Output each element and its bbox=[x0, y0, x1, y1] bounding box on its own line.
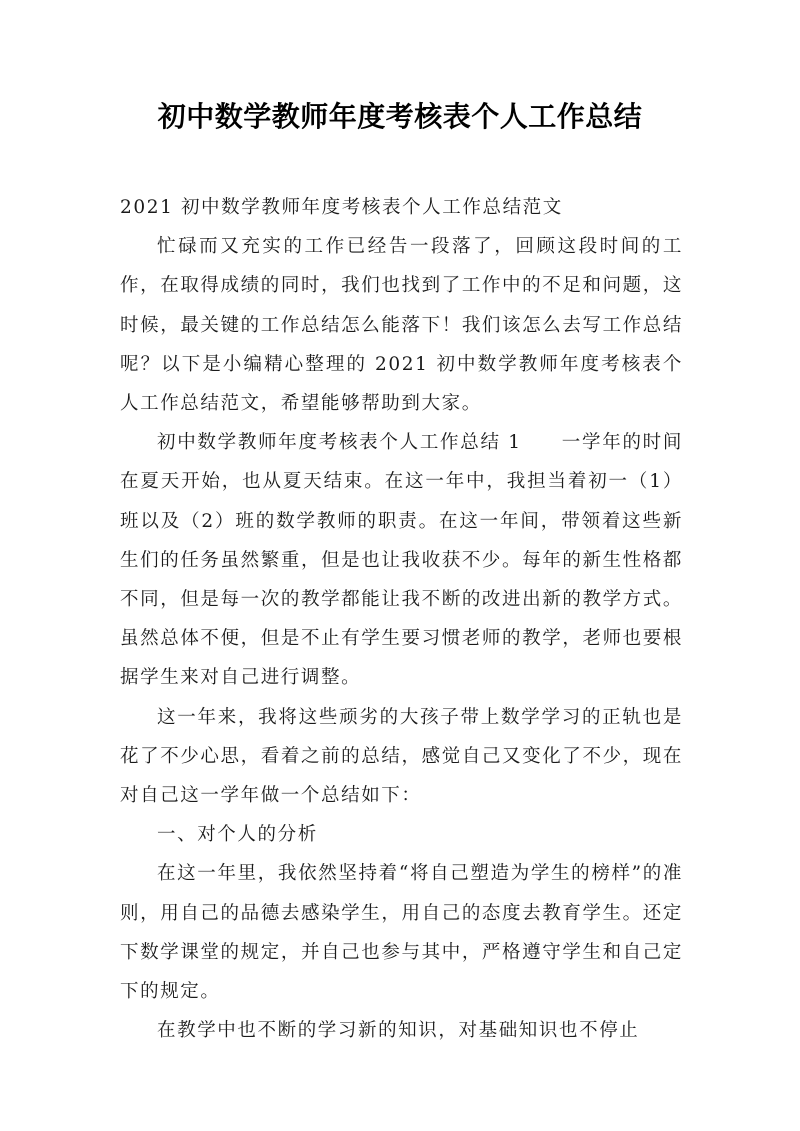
section-heading-personal-analysis: 一、对个人的分析 bbox=[157, 824, 318, 846]
section-heading-1: 初中数学教师年度考核表个人工作总结 1 bbox=[157, 432, 522, 454]
document-title: 初中数学教师年度考核表个人工作总结 bbox=[157, 100, 643, 133]
paragraph-school-year: 一学年的时间在夏天开始，也从夏天结束。在这一年中，我担当着初一（1）班以及（2）班的数学教师的职责。在这一年间，带领着这些新生们的任务虽然繁重，但是也让我收获不少。每年的新生性格都不同，但是每一次的教学都能让我不断的改进出新的教学方式。虽然总体不便，但是不止有学生要习惯老师的教学，老师也要根据学生来对自己进行调整。 bbox=[120, 432, 683, 689]
paragraph-this-year: 这一年来，我将这些顽劣的大孩子带上数学学习的正轨也是花了不少心思，看着之前的总结，感觉自己又变化了不少，现在对自己这一学年做一个总结如下： bbox=[120, 706, 683, 807]
paragraph-learning: 在教学中也不断的学习新的知识，对基础知识也不停止 bbox=[157, 1020, 640, 1042]
document-body bbox=[120, 188, 683, 1050]
document-subtitle: 2021 初中数学教师年度考核表个人工作总结范文 bbox=[120, 197, 563, 218]
intro-paragraph: 忙碌而又充实的工作已经告一段落了，回顾这段时间的工作，在取得成绩的同时，我们也找到了工作中的不足和问题，这时候，最关键的工作总结怎么能落下！我们该怎么去写工作总结呢？以下是小编精心整理的 2021 初中数学教师年度考核表个人工作总结范文，希望能够帮助到大家。 bbox=[120, 236, 683, 415]
section-paragraph-1 bbox=[120, 423, 683, 697]
paragraph-role-model: 在这一年里，我依然坚持着“将自己塑造为学生的榜样”的准则，用自己的品德去感染学生，用自己的态度去教育学生。还定下数学课堂的规定，并自己也参与其中，严格遵守学生和自己定下的规定。 bbox=[120, 863, 683, 1003]
